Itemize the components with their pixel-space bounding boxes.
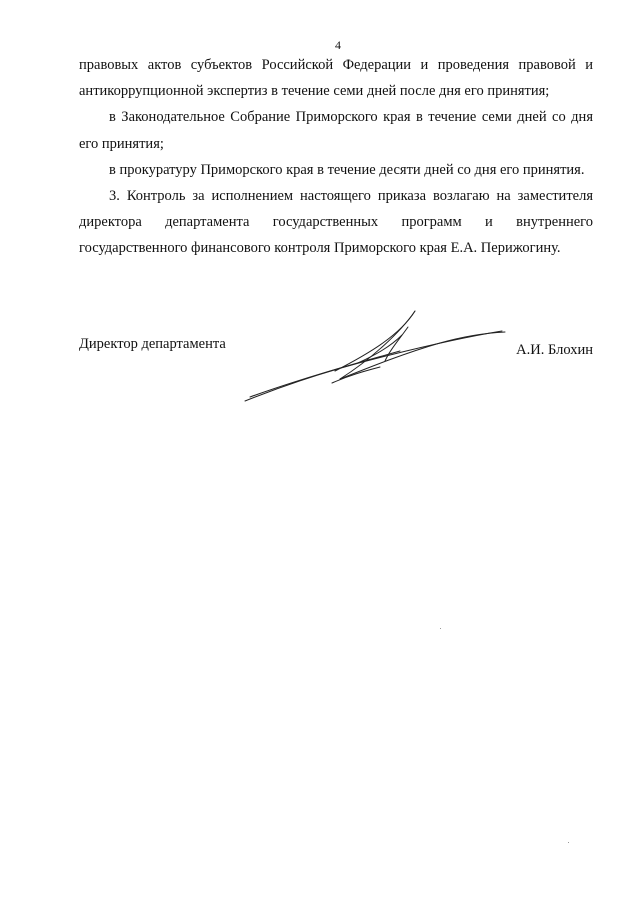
signatory-name: А.И. Блохин (516, 342, 593, 358)
paragraph-prosecutor: в прокуратуру Приморского края в течение десяти дней со дня его принятия. (109, 161, 585, 178)
scan-speck (440, 628, 441, 629)
handwritten-signature (240, 305, 510, 405)
signatory-title: Директор департамента (79, 336, 226, 352)
paragraph-legislative-assembly: в Законодательное Собрание Приморского края в течение семи дней со дня его принятия; (79, 109, 593, 152)
scan-speck (568, 842, 569, 843)
paragraph-continuation: правовых актов субъектов Российской Федерации и проведения правовой и антикоррупционной экспертиз в течение семи дней после дня его принятия; (79, 57, 593, 100)
paragraph-control: 3. Контроль за исполнением настоящего приказа возлагаю на заместителя директора департамента государственных программ и внутреннего государственного финансового контроля Приморского края Е.А. Перижогину. (79, 188, 593, 257)
page-number: 4 (335, 38, 341, 52)
document-body (79, 52, 593, 262)
